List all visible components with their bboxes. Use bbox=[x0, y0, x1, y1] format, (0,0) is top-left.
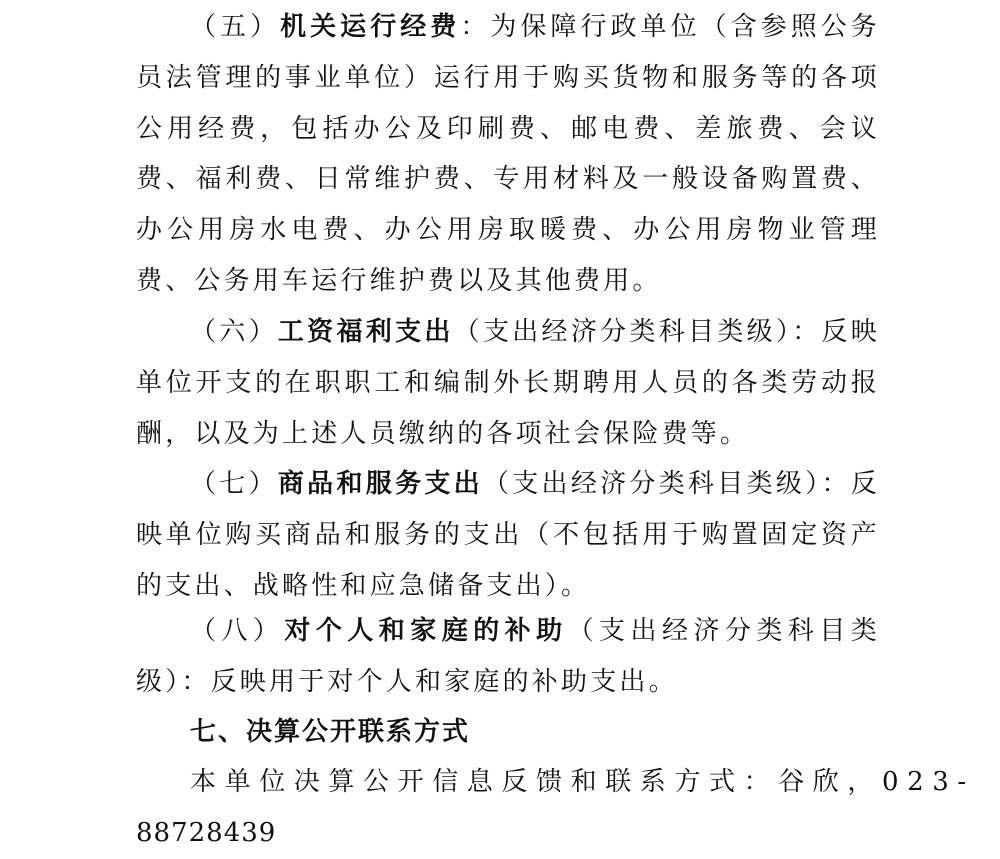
paragraph-section-8 bbox=[136, 606, 880, 708]
section-body: （支出经济分类科目类级）：反映单位开支的在职职工和编制外长期聘用人员的各类劳动报酬，以及为上述人员缴纳的各项社会保险费等。 bbox=[136, 317, 880, 449]
section-term: 对个人和家庭的补助 bbox=[284, 616, 568, 646]
section-number: （五） bbox=[190, 12, 281, 42]
section-body: ：为保障行政单位（含参照公务员法管理的事业单位）运行用于购买货物和服务等的各项公用经费，包括办公及印刷费、邮电费、差旅费、会议费、福利费、日常维护费、专用材料及一般设备购置费、办公用房水电费、办公用房取暖费、办公用房物业管理费、公务用车运行维护费以及其他费用。 bbox=[136, 12, 880, 296]
section-term: 工资福利支出 bbox=[277, 317, 454, 347]
section-term: 商品和服务支出 bbox=[277, 469, 483, 499]
section-number: （七） bbox=[190, 469, 278, 499]
paragraph-section-5 bbox=[136, 2, 880, 307]
section-body: （支出经济分类科目类级）：反映单位购买商品和服务的支出（不包括用于购置固定资产的支出、战略性和应急储备支出）。 bbox=[136, 469, 880, 601]
paragraph-section-6 bbox=[136, 307, 880, 459]
section-body: （支出经济分类科目类级）：反映用于对个人和家庭的补助支出。 bbox=[136, 616, 880, 697]
section-heading: 七、决算公开联系方式 bbox=[190, 717, 471, 747]
section-number: （六） bbox=[190, 317, 278, 347]
paragraph-section-7 bbox=[136, 459, 880, 611]
contact-line-1: 本单位决算公开信息反馈和联系方式：谷欣，023- bbox=[190, 767, 975, 797]
section-number: （八） bbox=[190, 616, 285, 646]
contact-paragraph bbox=[136, 757, 975, 859]
contact-phone: 88728439 bbox=[136, 817, 277, 848]
section-term: 机关运行经费 bbox=[280, 12, 461, 42]
